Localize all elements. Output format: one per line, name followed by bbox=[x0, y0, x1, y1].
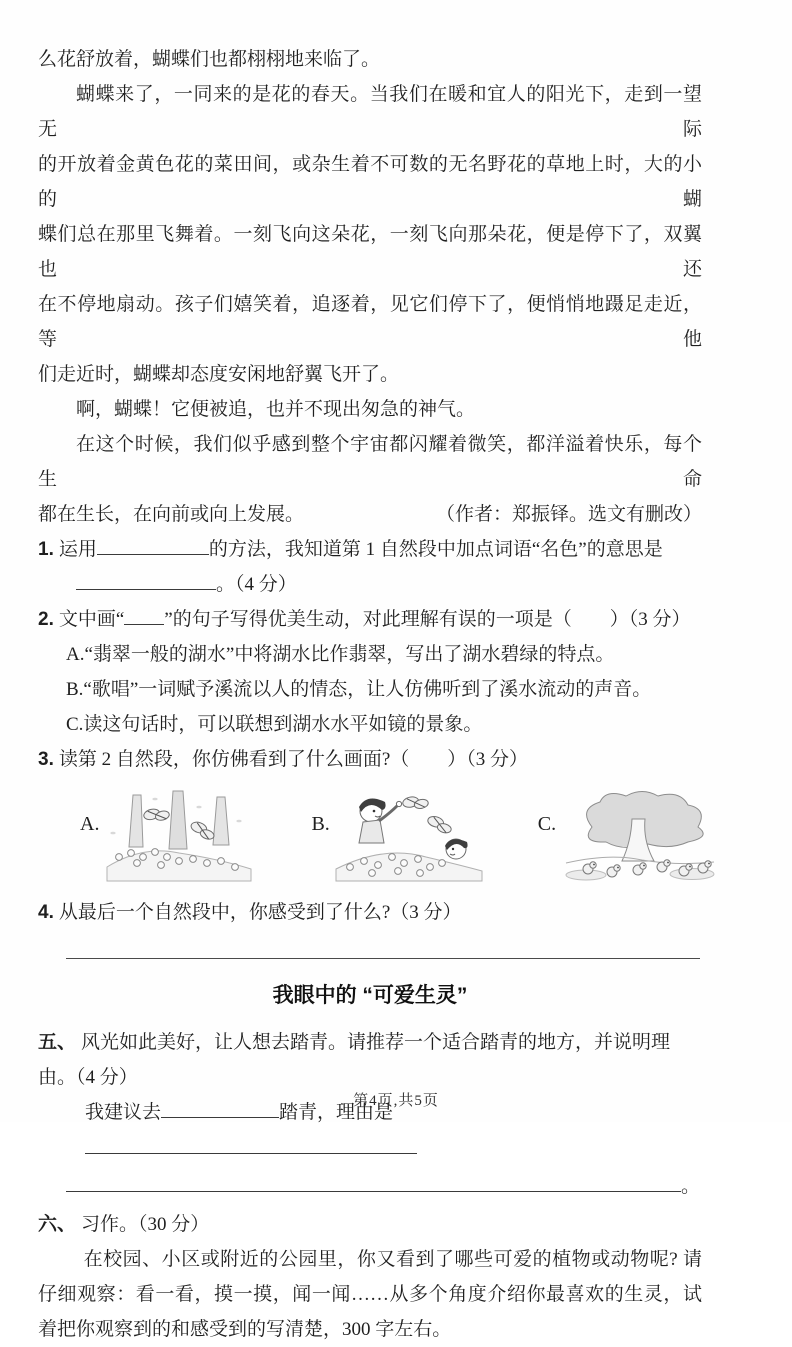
question-6-line: 着把你观察到的和感受到的写清楚，300 字左右。 bbox=[38, 1319, 452, 1340]
reading-passage bbox=[38, 42, 702, 532]
question-text: 。 bbox=[681, 1176, 701, 1197]
question-number: 3. bbox=[38, 749, 54, 770]
author-credit: （作者：郑振铎。选文有删改） bbox=[435, 504, 702, 525]
option-b-illustration bbox=[334, 787, 484, 883]
question-text: 。（4 分） bbox=[216, 574, 297, 595]
passage-line: 蝶们总在那里飞舞着。一刻飞向这朵花，一刻飞向那朵花，便是停下了，双翼也还 bbox=[38, 224, 702, 280]
question-2-option-c: C.读这句话时，可以联想到湖水水平如镜的景象。 bbox=[66, 714, 483, 735]
picture-choice-a bbox=[80, 787, 253, 883]
question-6-line: 仔细观察：看一看，摸一摸，闻一闻……从多个角度介绍你最喜欢的生灵，试 bbox=[38, 1284, 702, 1305]
question-text: 的方法，我知道第 1 自然段中加点词语“名色”的意思是 bbox=[208, 539, 663, 560]
question-text: 运用 bbox=[58, 539, 97, 560]
question-4 bbox=[38, 895, 702, 930]
option-c-illustration bbox=[560, 787, 720, 883]
passage-line-last bbox=[38, 497, 702, 532]
choice-label: C. bbox=[537, 813, 557, 835]
question-number: 4. bbox=[38, 902, 54, 923]
option-a-illustration bbox=[103, 787, 253, 883]
question-2 bbox=[38, 602, 702, 637]
question-3 bbox=[38, 742, 702, 777]
question-text: 踏青，理由是 bbox=[279, 1102, 394, 1123]
answer-blank bbox=[85, 1134, 417, 1154]
answer-blank bbox=[66, 1172, 681, 1192]
section-title: 我眼中的 “可爱生灵” bbox=[272, 984, 468, 1007]
question-number: 2. bbox=[38, 609, 54, 630]
page-footer: 第4页,共5页 bbox=[353, 1093, 439, 1109]
picture-choice-b bbox=[311, 787, 483, 883]
question-1-line2 bbox=[76, 567, 702, 602]
question-6-body bbox=[38, 1242, 702, 1347]
answer-line bbox=[66, 958, 700, 959]
question-number: 五、 bbox=[38, 1032, 77, 1053]
underline-mark bbox=[124, 605, 164, 625]
question-number: 六、 bbox=[38, 1214, 77, 1235]
question-text: 从最后一个自然段中，你感受到了什么?（3 分） bbox=[58, 902, 462, 923]
question-text: 我建议去 bbox=[85, 1102, 162, 1123]
passage-line: 们走近时，蝴蝶却态度安闲地舒翼飞开了。 bbox=[38, 364, 400, 385]
picture-choice-c bbox=[538, 787, 720, 883]
question-text: 文中画“ bbox=[58, 609, 125, 630]
passage-line: 么花舒放着，蝴蝶们也都栩栩地来临了。 bbox=[38, 49, 381, 70]
question-5-fill-line2 bbox=[66, 1167, 702, 1207]
passage-line: 在不停地扇动。孩子们嬉笑着，追逐着，见它们停下了，便悄悄地蹑足走近，等他 bbox=[38, 294, 702, 350]
choice-label: B. bbox=[311, 813, 330, 835]
question-2-option-a: A.“翡翠一般的湖水”中将湖水比作翡翠，写出了湖水碧绿的特点。 bbox=[66, 644, 615, 665]
question-5 bbox=[38, 1025, 702, 1095]
question-6-line: 在校园、小区或附近的公园里，你又看到了哪些可爱的植物或动物呢? 请 bbox=[83, 1249, 702, 1270]
choice-label: A. bbox=[80, 813, 100, 835]
question-text: 读第 2 自然段，你仿佛看到了什么画面?（ ）（3 分） bbox=[58, 749, 529, 770]
answer-blank bbox=[97, 535, 209, 555]
question-text: ”的句子写得优美生动，对此理解有误的一项是（ ）（3 分） bbox=[164, 609, 691, 630]
question-2-option-b: B.“歌唱”一词赋予溪流以人的情态，让人仿佛听到了溪水流动的声音。 bbox=[66, 679, 652, 700]
question-text: 风光如此美好，让人想去踏青。请推荐一个适合踏青的地方，并说明理由。（4 分） bbox=[38, 1032, 671, 1088]
question-number: 1. bbox=[38, 539, 54, 560]
passage-text: 都在生长，在向前或向上发展。 bbox=[38, 504, 305, 525]
passage-line: 的开放着金黄色花的菜田间，或杂生着不可数的无名野花的草地上时，大的小的蝴 bbox=[38, 154, 702, 210]
passage-line: 在这个时候，我们似乎感到整个宇宙都闪耀着微笑，都洋溢着快乐，每个生命 bbox=[38, 434, 702, 490]
question-6 bbox=[38, 1207, 702, 1242]
passage-line: 啊，蝴蝶！它便被追，也并不现出匆急的神气。 bbox=[76, 399, 476, 420]
passage-line: 蝴蝶来了，一同来的是花的春天。当我们在暖和宜人的阳光下，走到一望无际 bbox=[38, 84, 702, 140]
question-title: 习作。（30 分） bbox=[81, 1214, 210, 1235]
question-3-picture-choices bbox=[38, 787, 702, 891]
question-1 bbox=[38, 532, 702, 567]
answer-blank bbox=[76, 570, 216, 590]
